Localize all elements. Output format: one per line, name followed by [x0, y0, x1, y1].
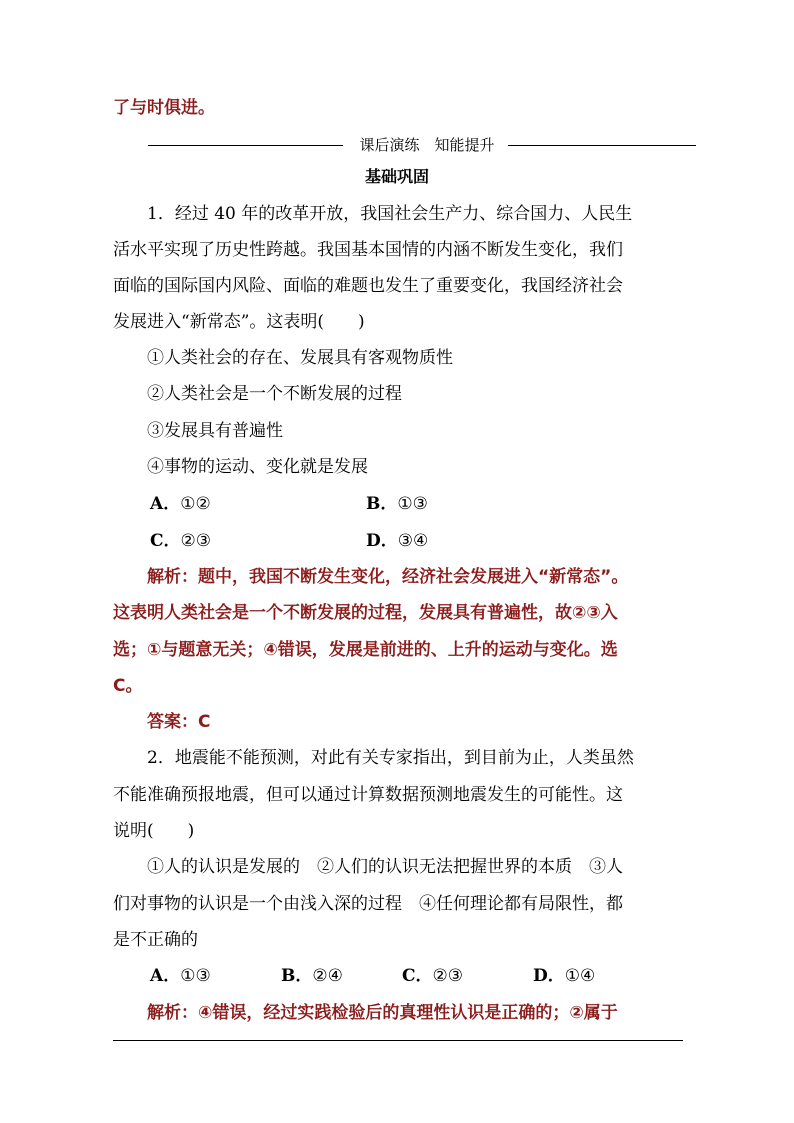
q1-option-c-value: ②③ — [180, 531, 212, 551]
section-title: 课后演练 知能提升 — [359, 136, 495, 154]
q2-option-c — [402, 964, 463, 988]
q2-statement-line-3: 是不正确的 — [113, 930, 198, 950]
q1-analysis-line-2: 这表明人类社会是一个不断发展的过程，发展具有普遍性，故②③入 — [113, 603, 618, 623]
q2-option-c-value: ②③ — [432, 966, 464, 986]
q2-option-d-value: ①④ — [564, 966, 596, 986]
q2-option-a-key: A． — [150, 966, 181, 986]
section-header — [148, 134, 696, 156]
q2-option-a-value: ①③ — [180, 966, 211, 986]
q1-answer-value: C — [198, 712, 211, 732]
q2-option-c-key: C． — [402, 966, 433, 986]
q1-line-4: 发展进入“新常态”。这表明( ) — [113, 312, 365, 332]
q1-line-2: 活水平实现了历史性跨越。我国基本国情的内涵不断发生变化，我们 — [113, 240, 623, 260]
subsection-title: 基础巩固 — [364, 167, 429, 186]
q2-option-d-key: D． — [533, 966, 565, 986]
q1-option-c-key: C． — [150, 531, 181, 551]
q1-option-a-value: ①② — [180, 494, 211, 514]
q1-option-a-key: A． — [150, 494, 181, 514]
q1-option-a — [150, 492, 211, 516]
q2-option-b — [281, 964, 343, 988]
q1-statement-1: ①人类社会的存在、发展具有客观物质性 — [147, 348, 453, 368]
q1-answer-label: 答案： — [147, 712, 198, 732]
q1-option-d — [366, 529, 428, 553]
q2-analysis-text-1: ④错误，经过实践检验后的真理性认识是正确的；②属于 — [198, 1003, 618, 1023]
q2-analysis-line-1 — [147, 1001, 683, 1025]
q1-option-b — [366, 492, 428, 516]
top-fragment: 了与时俱进。 — [113, 98, 215, 118]
q1-analysis-line-3: 选；①与题意无关；④错误，发展是前进的、上升的运动与变化。选 — [113, 640, 618, 660]
bottom-rule — [113, 1040, 683, 1041]
q1-analysis-line-4: C。 — [113, 676, 143, 696]
q2-option-b-key: B． — [281, 966, 313, 986]
q1-line-3: 面临的国际国内风险、面临的难题也发生了重要变化，我国经济社会 — [113, 276, 623, 296]
q1-line-1: 1．经过 40 年的改革开放，我国社会生产力、综合国力、人民生 — [147, 204, 633, 224]
q1-option-d-value: ③④ — [397, 531, 429, 551]
q2-statement-line-2: 们对事物的认识是一个由浅入深的过程 ④任何理论都有局限性，都 — [113, 894, 623, 914]
q1-statement-4: ④事物的运动、变化就是发展 — [147, 457, 368, 477]
rule-left — [148, 145, 343, 146]
q1-option-c — [150, 529, 211, 553]
q2-line-1: 2．地震能不能预测，对此有关专家指出，到目前为止，人类虽然 — [147, 748, 634, 768]
q2-line-3: 说明( ) — [113, 821, 195, 841]
q1-option-d-key: D． — [366, 531, 398, 551]
q1-analysis-line-1 — [147, 565, 683, 589]
q2-option-a — [150, 964, 211, 988]
q2-line-2: 不能准确预报地震，但可以通过计算数据预测地震发生的可能性。这 — [113, 785, 623, 805]
q1-analysis-label: 解析： — [147, 567, 198, 587]
rule-right — [508, 145, 696, 146]
q1-analysis-text-1: 题中，我国不断发生变化，经济社会发展进入“新常态”。 — [198, 567, 629, 587]
q1-answer — [147, 710, 683, 734]
q1-option-b-key: B． — [366, 494, 398, 514]
q1-option-b-value: ①③ — [397, 494, 428, 514]
q2-option-b-value: ②④ — [312, 966, 343, 986]
q2-option-d — [533, 964, 595, 988]
q2-statement-line-1: ①人的认识是发展的 ②人们的认识无法把握世界的本质 ③人 — [147, 857, 623, 877]
q2-analysis-label: 解析： — [147, 1003, 198, 1023]
q1-statement-2: ②人类社会是一个不断发展的过程 — [147, 384, 402, 404]
q1-statement-3: ③发展具有普遍性 — [147, 421, 283, 441]
